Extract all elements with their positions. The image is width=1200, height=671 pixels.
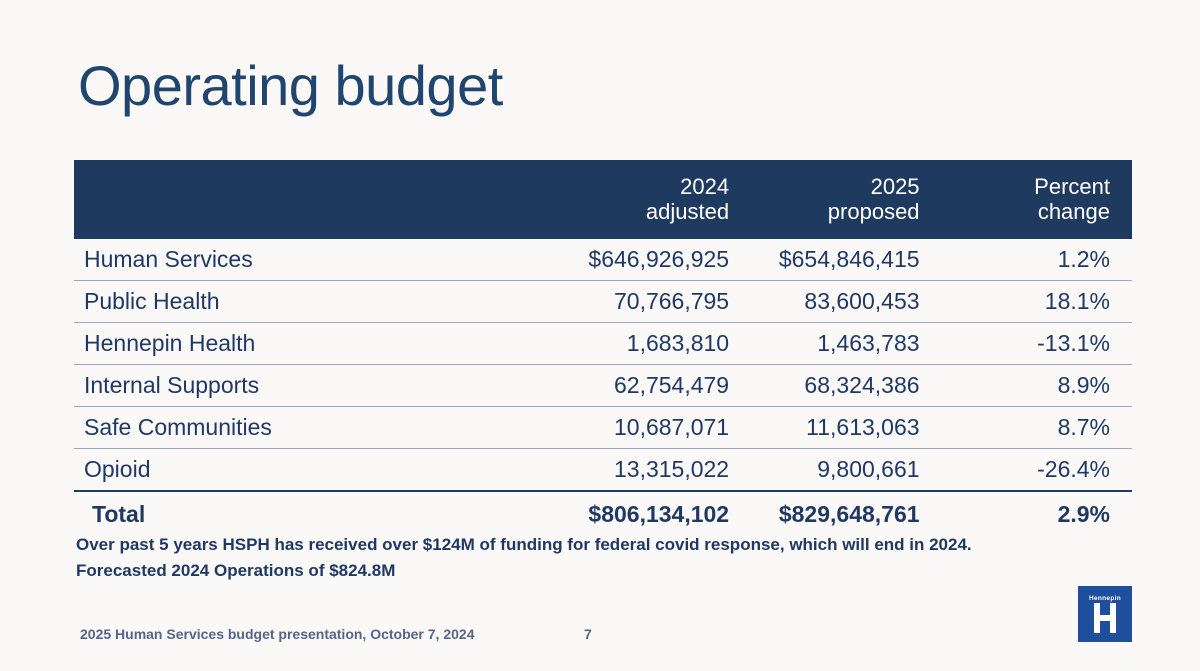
column-header-2024-line1: 2024 — [680, 174, 730, 199]
cell-2024-adjusted: 1,683,810 — [561, 322, 751, 364]
row-label: Internal Supports — [74, 364, 561, 406]
row-label: Opioid — [74, 448, 561, 491]
cell-2024-adjusted: $646,926,925 — [561, 239, 751, 281]
cell-percent-change: 18.1% — [942, 280, 1132, 322]
total-percent-change: 2.9% — [942, 491, 1132, 537]
column-header-percent-line2: change — [1037, 199, 1110, 225]
column-header-category — [74, 160, 561, 239]
cell-2024-adjusted: 13,315,022 — [561, 448, 751, 491]
cell-percent-change: 8.7% — [942, 406, 1132, 448]
total-2024-adjusted: $806,134,102 — [561, 491, 751, 537]
cell-2025-proposed: $654,846,415 — [751, 239, 941, 281]
cell-2025-proposed: 1,463,783 — [751, 322, 941, 364]
cell-2024-adjusted: 70,766,795 — [561, 280, 751, 322]
table-row — [74, 322, 1132, 364]
table-total-row — [74, 491, 1132, 537]
table-header — [74, 160, 1132, 239]
row-label: Human Services — [74, 239, 561, 281]
hennepin-logo — [1078, 586, 1132, 642]
total-2025-proposed: $829,648,761 — [751, 491, 941, 537]
row-label: Safe Communities — [74, 406, 561, 448]
table-body — [74, 239, 1132, 537]
column-header-2025-proposed — [751, 160, 941, 239]
column-header-2025-line2: proposed — [827, 199, 920, 225]
logo-h-icon — [1094, 603, 1116, 633]
cell-2025-proposed: 68,324,386 — [751, 364, 941, 406]
cell-2025-proposed: 83,600,453 — [751, 280, 941, 322]
cell-2025-proposed: 9,800,661 — [751, 448, 941, 491]
cell-percent-change: -26.4% — [942, 448, 1132, 491]
row-label: Hennepin Health — [74, 322, 561, 364]
cell-percent-change: -13.1% — [942, 322, 1132, 364]
cell-2024-adjusted: 10,687,071 — [561, 406, 751, 448]
column-header-percent-line1: Percent — [1034, 174, 1110, 199]
column-header-percent-change — [942, 160, 1132, 239]
table-row — [74, 448, 1132, 491]
cell-percent-change: 8.9% — [942, 364, 1132, 406]
column-header-2025-line1: 2025 — [870, 174, 920, 199]
total-label: Total — [74, 491, 561, 537]
page-title: Operating budget — [78, 54, 503, 117]
table-row — [74, 239, 1132, 281]
cell-percent-change: 1.2% — [942, 239, 1132, 281]
table-row — [74, 280, 1132, 322]
cell-2025-proposed: 11,613,063 — [751, 406, 941, 448]
column-header-2024-adjusted — [561, 160, 751, 239]
cell-2024-adjusted: 62,754,479 — [561, 364, 751, 406]
page-number: 7 — [584, 626, 592, 642]
table-header-row — [74, 160, 1132, 239]
table-row — [74, 364, 1132, 406]
footnote-text: Over past 5 years HSPH has received over $124M of funding for federal covid response, which will end in 2024. Forecasted 2024 Operations of $824.8M — [76, 535, 972, 581]
operating-budget-table — [74, 160, 1132, 537]
logo-h-crossbar — [1099, 615, 1111, 621]
logo-wordmark: Hennepin — [1088, 595, 1121, 602]
row-label: Public Health — [74, 280, 561, 322]
table-row — [74, 406, 1132, 448]
column-header-2024-line2: adjusted — [645, 199, 730, 225]
slide-footer: 2025 Human Services budget presentation, October 7, 2024 — [80, 626, 475, 642]
